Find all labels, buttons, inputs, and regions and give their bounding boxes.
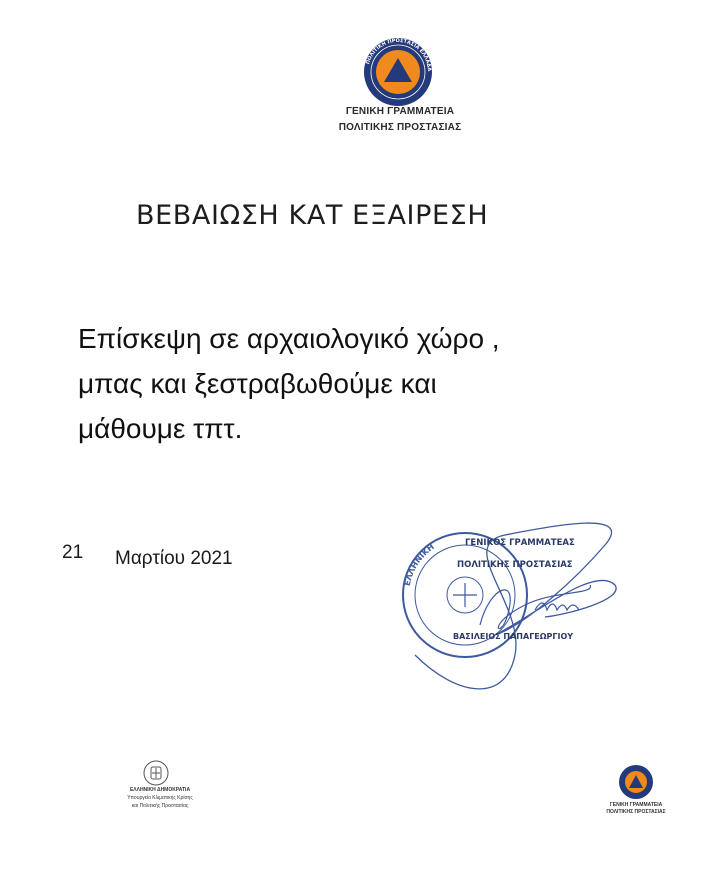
footer-left-line-2: Υπουργείο Κλιματικής Κρίσης (127, 795, 193, 801)
document-title: ΒΕΒΑΙΩΣΗ ΚΑΤ ΕΞΑΙΡΕΣΗ (136, 200, 489, 231)
official-stamp-signature (395, 505, 635, 710)
stamp-ring-text: ΕΛΛΗΝΙΚΗ (402, 542, 436, 587)
agency-header (300, 104, 500, 136)
stamp-line-2: ΠΟΛΙΤΙΚΗΣ ΠΡΟΣΤΑΣΙΑΣ (457, 560, 573, 570)
footer-left-line-3: και Πολιτικής Προστασίας (131, 803, 189, 809)
stamp-line-1: ΓΕΝΙΚΟΣ ΓΡΑΜΜΑΤΕΑΣ (465, 538, 575, 548)
agency-line-2: ΠΟΛΙΤΙΚΗΣ ΠΡΟΣΤΑΣΙΑΣ (338, 122, 462, 133)
footer-left-line-1: ΕΛΛΗΝΙΚΗ ΔΗΜΟΚΡΑΤΙΑ (129, 787, 191, 793)
footer-left-text (90, 786, 230, 810)
date-day: 21 (62, 542, 84, 563)
stamp-signatory-name: ΒΑΣΙΛΕΙΟΣ ΠΑΠΑΓΕΩΡΓΙΟΥ (453, 632, 574, 641)
svg-text:ΕΛΛΗΝΙΚΗ (403, 542, 436, 587)
body-line-1: Επίσκεψη σε αρχαιολογικό χώρο , (78, 323, 500, 354)
body-line-3: μάθουμε τπτ. (78, 413, 243, 444)
footer-right-line-2: ΠΟΛΙΤΙΚΗΣ ΠΡΟΣΤΑΣΙΑΣ (606, 809, 666, 815)
document-body (78, 316, 678, 451)
footer-right-line-1: ΓΕΝΙΚΗ ΓΡΑΜΜΑΤΕΙΑ (609, 802, 663, 808)
body-line-2: μπας και ξεστραβωθούμε και (78, 368, 437, 399)
date-month-year: Μαρτίου 2021 (115, 548, 233, 569)
agency-line-1: ΓΕΝΙΚΗ ΓΡΑΜΜΑΤΕΙΑ (345, 106, 455, 117)
logo-ring-text: ΠΟΛΙΤΙΚΗ ΠΡΟΣΤΑΣΙΑ ΕΛΛΑΔΑ (365, 37, 433, 72)
greek-emblem-icon (143, 760, 169, 786)
footer-right-text (596, 802, 676, 816)
civil-protection-logo-icon (362, 36, 434, 108)
civil-protection-small-logo-icon (618, 764, 654, 800)
